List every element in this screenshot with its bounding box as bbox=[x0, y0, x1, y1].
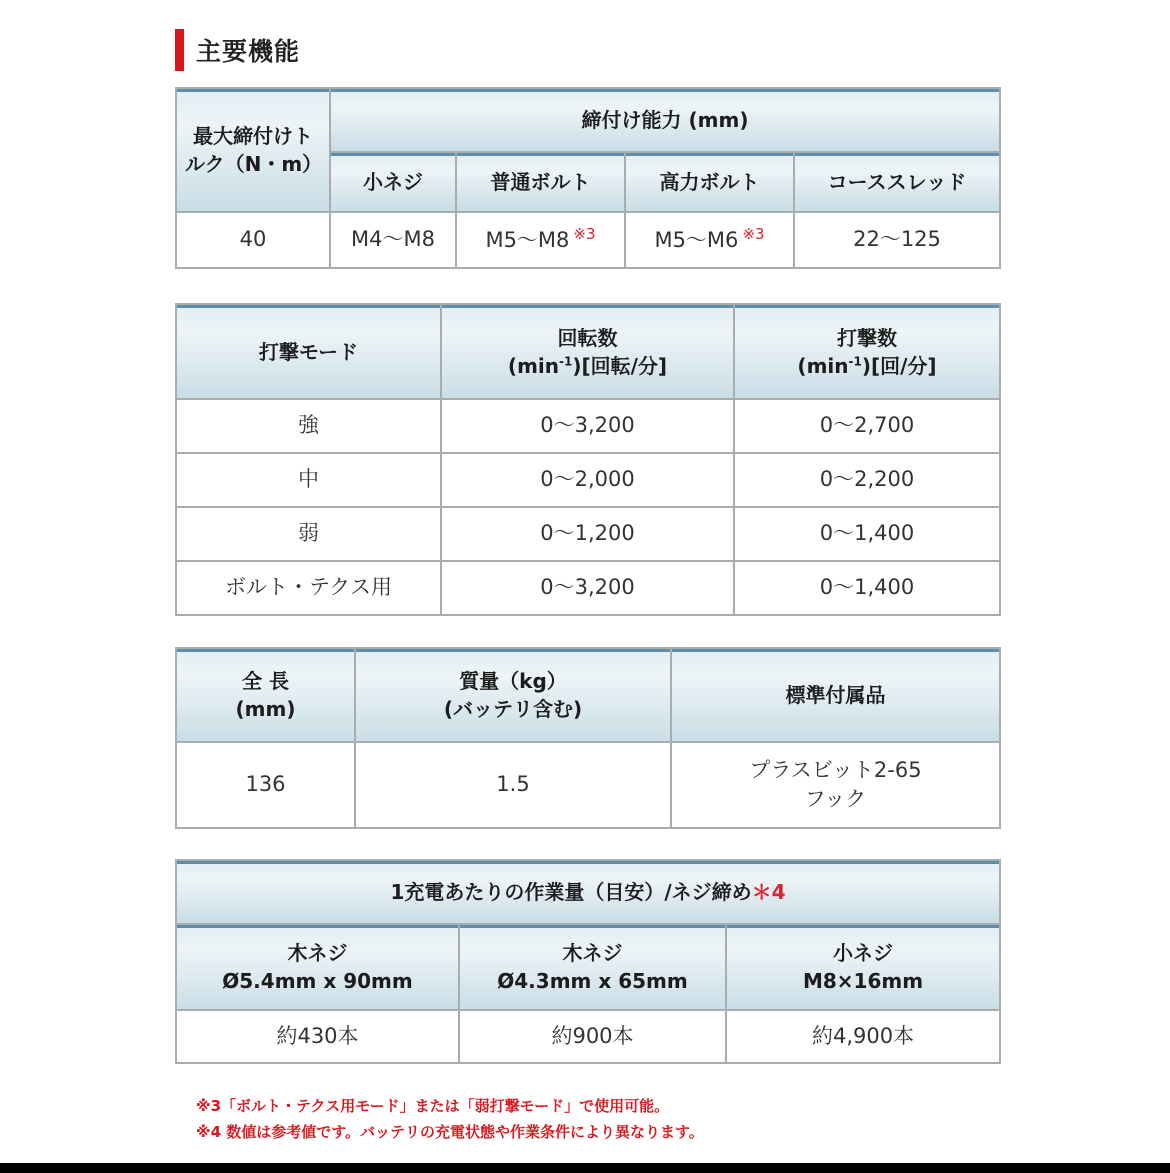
table-row bbox=[176, 453, 1000, 507]
page-title: 主要機能 bbox=[196, 37, 301, 66]
coarse-thread-header: コーススレッド bbox=[794, 152, 1000, 212]
rotation-cell: 0～1,200 bbox=[441, 507, 734, 561]
table-row bbox=[176, 561, 1000, 615]
mass-header-line1: 質量（kg） bbox=[459, 669, 567, 693]
impact-mode-table bbox=[175, 303, 1001, 616]
footnote-3: ※3「ボルト・テクス用モード」または「弱打撃モード」で使用可能。 bbox=[196, 1097, 670, 1115]
impact-header-line2: $(\min^{-1})$[回/分] bbox=[797, 353, 937, 378]
rotation-cell: 0～2,000 bbox=[441, 453, 734, 507]
tightening-capacity-table bbox=[175, 87, 1001, 269]
work-per-charge-title: 1充電あたりの作業量（目安）/ネジ締め＊4 bbox=[176, 860, 1000, 924]
length-value: 136 bbox=[176, 742, 355, 828]
impact-mode-header: 打撃モード bbox=[176, 304, 441, 399]
small-screw-header: 小ネジ bbox=[330, 152, 456, 212]
column-name: 木ネジ bbox=[562, 941, 623, 965]
wood-screw-small-value: 約900本 bbox=[459, 1010, 726, 1063]
rotation-cell: 0～3,200 bbox=[441, 399, 734, 453]
max-torque-header: 最大締付けトルク（N・m） bbox=[176, 88, 330, 212]
impact-cell: 0～2,700 bbox=[734, 399, 1000, 453]
mass-header bbox=[355, 648, 671, 742]
impact-header-line1: 打撃数 bbox=[837, 325, 897, 350]
accessory-item: フック bbox=[804, 787, 867, 811]
capacity-header: 締付け能力 (mm) bbox=[330, 88, 1000, 152]
accessories-value bbox=[671, 742, 1000, 828]
column-spec: Ø4.3mm x 65mm bbox=[497, 969, 688, 993]
impact-rate-header bbox=[734, 304, 1000, 399]
high-bolt-header: 高力ボルト bbox=[625, 152, 794, 212]
mass-header-line2: (バッテリ含む) bbox=[443, 697, 583, 721]
footnote-4: ※4 数値は参考値です。バッテリの充電状態や作業条件により異なります。 bbox=[196, 1123, 704, 1141]
coarse-thread-value: 22～125 bbox=[794, 212, 1000, 268]
normal-bolt-cell bbox=[456, 212, 625, 268]
bottom-border bbox=[0, 1163, 1170, 1173]
column-spec: Ø5.4mm x 90mm bbox=[222, 969, 413, 993]
rotation-header bbox=[441, 304, 734, 399]
normal-bolt-header: 普通ボルト bbox=[456, 152, 625, 212]
column-name: 小ネジ bbox=[833, 941, 894, 965]
wood-screw-large-value: 約430本 bbox=[176, 1010, 459, 1063]
impact-cell: 0～1,400 bbox=[734, 507, 1000, 561]
machine-screw-header bbox=[726, 924, 1000, 1010]
work-per-charge-table bbox=[175, 859, 1001, 1064]
mode-cell: 強 bbox=[176, 399, 441, 453]
small-screw-value: M4～M8 bbox=[330, 212, 456, 268]
torque-value: 40 bbox=[176, 212, 330, 268]
impact-cell: 0～2,200 bbox=[734, 453, 1000, 507]
title-accent-bar bbox=[175, 29, 184, 71]
mass-value: 1.5 bbox=[355, 742, 671, 828]
note-mark-3: ※3 bbox=[742, 225, 765, 244]
rotation-cell: 0～3,200 bbox=[441, 561, 734, 615]
section-heading bbox=[175, 28, 300, 72]
normal-bolt-value: M5～M8 bbox=[485, 228, 570, 253]
machine-screw-value: 約4,900本 bbox=[726, 1010, 1000, 1063]
note-mark-4: ＊4 bbox=[751, 880, 786, 904]
rotation-header-line1: 回転数 bbox=[557, 325, 618, 350]
high-bolt-value: M5～M6 bbox=[654, 228, 739, 253]
column-spec: M8×16mm bbox=[802, 969, 924, 993]
impact-cell: 0～1,400 bbox=[734, 561, 1000, 615]
table-row bbox=[176, 507, 1000, 561]
column-name: 木ネジ bbox=[287, 941, 348, 965]
table-row bbox=[176, 399, 1000, 453]
footnotes bbox=[196, 1093, 704, 1145]
length-header-line1: 全 長 bbox=[242, 669, 289, 693]
mode-cell: ボルト・テクス用 bbox=[176, 561, 441, 615]
wood-screw-large-header bbox=[176, 924, 459, 1010]
accessory-item: プラスビット2-65 bbox=[749, 757, 922, 782]
mode-cell: 中 bbox=[176, 453, 441, 507]
note-mark-3: ※3 bbox=[573, 225, 596, 244]
length-header-line2: (mm) bbox=[235, 697, 296, 721]
dimensions-table bbox=[175, 647, 1001, 829]
accessories-header: 標準付属品 bbox=[671, 648, 1000, 742]
length-header bbox=[176, 648, 355, 742]
mode-cell: 弱 bbox=[176, 507, 441, 561]
wood-screw-small-header bbox=[459, 924, 726, 1010]
high-bolt-cell bbox=[625, 212, 794, 268]
rotation-header-line2: $(\min^{-1})$[回転/分] bbox=[507, 353, 668, 378]
